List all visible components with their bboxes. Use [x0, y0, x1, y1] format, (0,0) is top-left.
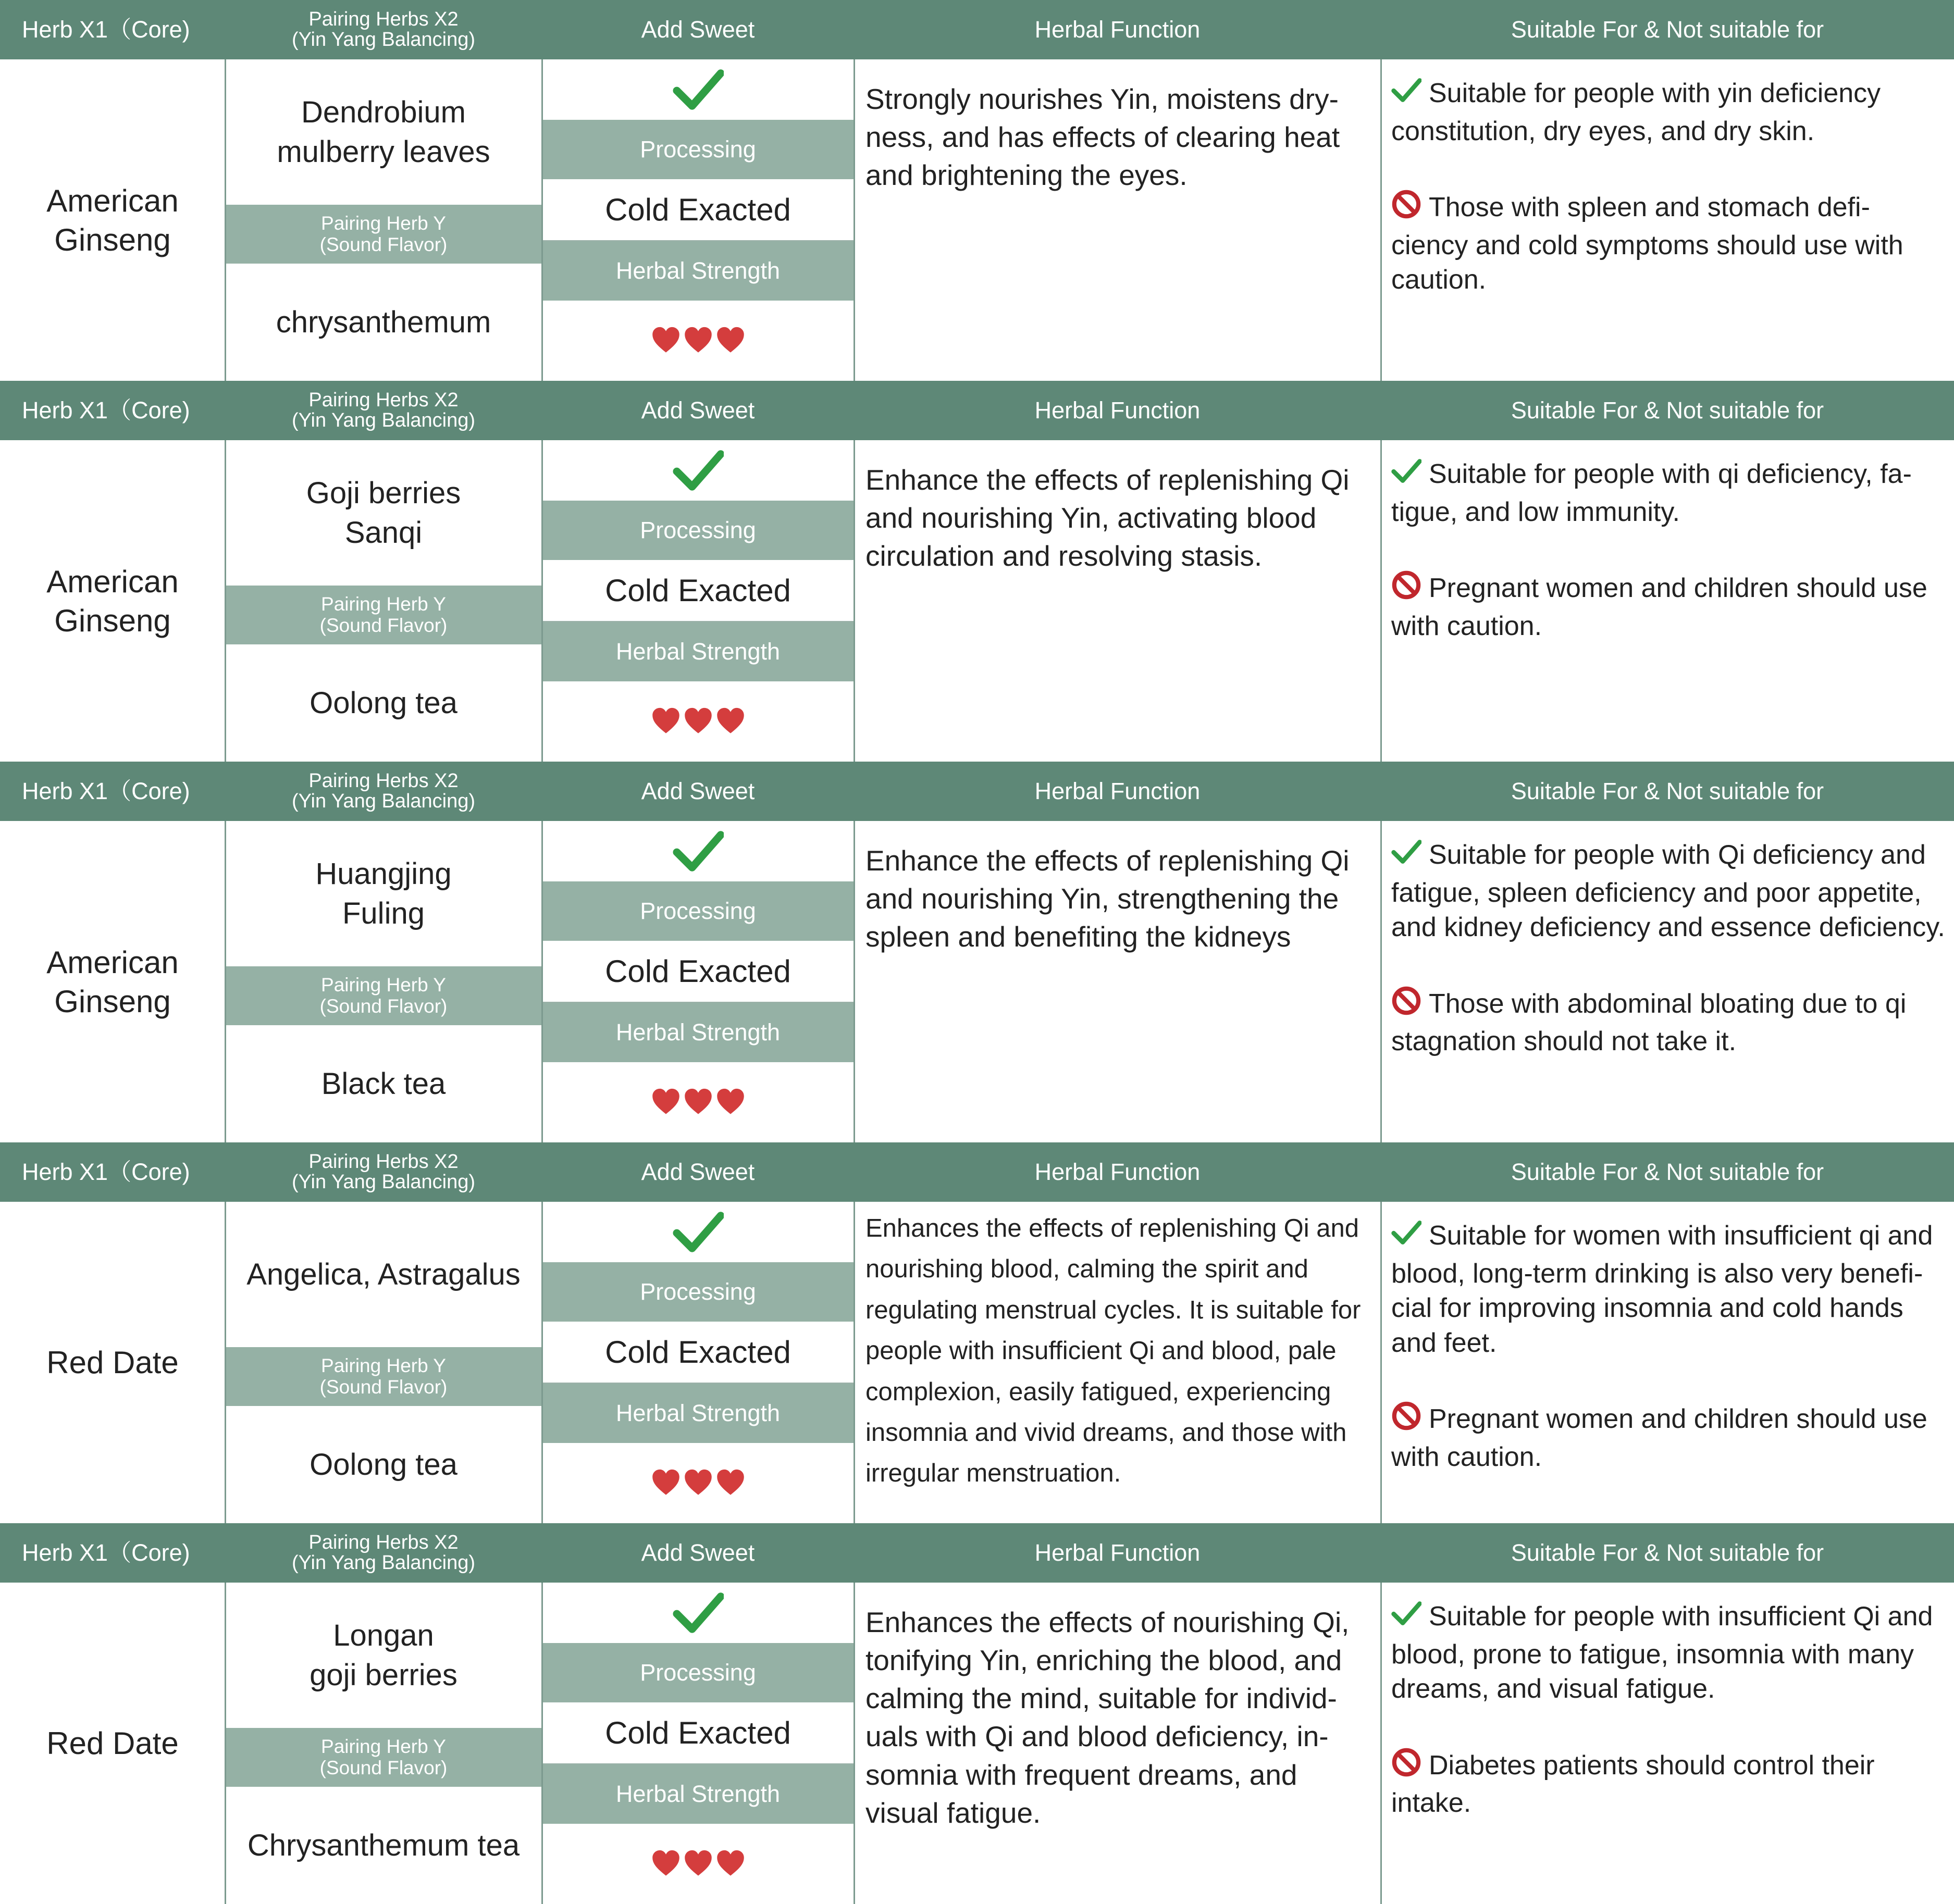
header-pairing-x2: Pairing Herbs X2 (Yin Yang Balancing): [291, 1151, 476, 1193]
processing-method: Cold Exacted: [542, 560, 854, 622]
header-herb-x1: Herb X1（Core): [22, 16, 190, 43]
column-divider: [541, 1583, 543, 1904]
not-suitable-text: Those with spleen and stomach defi-ciency and cold symptoms should use with caution.: [1391, 192, 1903, 295]
suitable-for: [1391, 837, 1947, 945]
not-suitable-text: Those with abdominal bloating due to qi stagnation should not take it.: [1391, 988, 1907, 1057]
column-divider: [854, 821, 855, 1142]
herb-x1-cell: American Ginseng: [46, 183, 179, 257]
pairing-x2-value: Longan goji berries: [310, 1619, 457, 1692]
not-suitable-for: [1391, 986, 1947, 1059]
herbal-strength-label: Herbal Strength: [542, 622, 854, 681]
heart-icon: [651, 1088, 681, 1117]
prohibited-icon: [1391, 1401, 1421, 1440]
header-add-sweet: Add Sweet: [641, 778, 755, 805]
pairing-cell: [225, 1583, 542, 1904]
pairing-y-value: chrysanthemum: [276, 305, 491, 339]
not-suitable-for: [1391, 189, 1947, 297]
column-divider: [225, 1583, 226, 1904]
heart-icon: [684, 707, 713, 737]
not-suitable-for: [1391, 1747, 1947, 1821]
not-suitable-for: [1391, 570, 1947, 643]
suitable-text: Suitable for people with insufficient Qi and blood, prone to fatigue, insomnia with many dreams, and visual fatigue.: [1391, 1601, 1933, 1704]
herbal-strength-label: Herbal Strength: [542, 1384, 854, 1443]
check-icon: [1391, 1217, 1421, 1256]
check-icon: [542, 59, 854, 120]
column-divider: [854, 1583, 855, 1904]
herb-x1-cell: American Ginseng: [46, 564, 179, 638]
pairing-y-value: Oolong tea: [310, 686, 457, 720]
pairing-cell: [225, 1202, 542, 1523]
check-icon: [542, 821, 854, 881]
table-header: [0, 381, 1954, 440]
header-add-sweet: Add Sweet: [641, 16, 755, 43]
prohibited-icon: [1391, 570, 1421, 609]
header-herb-x1: Herb X1（Core): [22, 778, 190, 805]
not-suitable-for: [1391, 1401, 1947, 1474]
header-pairing-x2: Pairing Herbs X2 (Yin Yang Balancing): [291, 8, 476, 51]
suitable-text: Suitable for people with Qi deficiency and fatigue, spleen deficiency and poor appetite, and kidney deficiency and essence deficiency.: [1391, 840, 1945, 943]
column-divider: [1380, 1583, 1382, 1904]
column-divider: [1380, 821, 1382, 1142]
column-divider: [225, 1202, 226, 1523]
column-divider: [854, 1202, 855, 1523]
herbal-strength-rating: [542, 301, 854, 381]
check-icon: [1391, 75, 1421, 114]
suitable-for: [1391, 456, 1947, 529]
row-body: [0, 59, 1954, 381]
header-herb-x1: Herb X1（Core): [22, 1159, 190, 1186]
row-body: [0, 821, 1954, 1142]
row-body: [0, 440, 1954, 762]
herbal-function-text: Enhances the effects of nourishing Qi, tonifying Yin, enriching the blood, and calming the mind, suitable for individ-uals with Qi and blood deficiency, in-somnia with frequent dreams, and visual fatigue.: [865, 1606, 1350, 1829]
check-icon: [542, 440, 854, 501]
herbal-strength-rating: [542, 681, 854, 762]
heart-icon: [651, 707, 681, 737]
suitability-cell: [1381, 59, 1954, 381]
header-suitability: Suitable For & Not suitable for: [1511, 16, 1824, 43]
add-sweet-cell: [542, 821, 854, 1142]
processing-label: Processing: [542, 1262, 854, 1322]
header-add-sweet: Add Sweet: [641, 1539, 755, 1566]
processing-method: Cold Exacted: [542, 179, 854, 241]
header-herbal-function: Herbal Function: [1034, 778, 1201, 805]
not-suitable-text: Pregnant women and children should use with caution.: [1391, 1404, 1927, 1472]
herb-x1-cell: American Ginseng: [46, 944, 179, 1019]
herbal-strength-label: Herbal Strength: [542, 1764, 854, 1824]
column-divider: [225, 59, 226, 381]
pairing-x2-value: Dendrobium mulberry leaves: [277, 95, 490, 169]
row-body: [0, 1202, 1954, 1523]
heart-icon: [651, 1469, 681, 1498]
heart-icon: [716, 1088, 745, 1117]
check-icon: [1391, 1598, 1421, 1637]
heart-icon: [716, 1469, 745, 1498]
herb-row-block: [0, 1142, 1954, 1523]
not-suitable-text: Pregnant women and children should use with caution.: [1391, 573, 1927, 641]
row-body: [0, 1583, 1954, 1904]
header-herbal-function: Herbal Function: [1034, 16, 1201, 43]
add-sweet-cell: [542, 1202, 854, 1523]
column-divider: [854, 59, 855, 381]
suitable-for: [1391, 1217, 1947, 1360]
heart-icon: [684, 1469, 713, 1498]
header-herb-x1: Herb X1（Core): [22, 1539, 190, 1566]
column-divider: [1380, 59, 1382, 381]
column-divider: [541, 440, 543, 762]
header-pairing-x2: Pairing Herbs X2 (Yin Yang Balancing): [291, 770, 476, 812]
suitable-for: [1391, 75, 1947, 148]
suitability-cell: [1381, 440, 1954, 762]
table-header: [0, 1142, 1954, 1202]
herbal-strength-rating: [542, 1824, 854, 1904]
pairing-y-label: Pairing Herb Y (Sound Flavor): [225, 205, 542, 264]
header-herbal-function: Herbal Function: [1034, 1159, 1201, 1186]
header-suitability: Suitable For & Not suitable for: [1511, 778, 1824, 805]
column-divider: [1380, 440, 1382, 762]
header-pairing-x2: Pairing Herbs X2 (Yin Yang Balancing): [291, 389, 476, 431]
suitability-cell: [1381, 1583, 1954, 1904]
processing-label: Processing: [542, 501, 854, 560]
herbal-strength-rating: [542, 1062, 854, 1142]
pairing-y-label: Pairing Herb Y (Sound Flavor): [225, 966, 542, 1025]
column-divider: [541, 1202, 543, 1523]
suitable-text: Suitable for people with qi deficiency, fa-tigue, and low immunity.: [1391, 459, 1912, 527]
check-icon: [542, 1583, 854, 1643]
header-herbal-function: Herbal Function: [1034, 1539, 1201, 1566]
header-suitability: Suitable For & Not suitable for: [1511, 397, 1824, 424]
heart-icon: [716, 326, 745, 356]
herb-row-block: [0, 381, 1954, 762]
column-divider: [541, 59, 543, 381]
column-divider: [854, 440, 855, 762]
pairing-x2-value: Angelica, Astragalus: [246, 1257, 521, 1291]
herbal-function-text: Enhances the effects of replenishing Qi and nourishing blood, calming the spirit and regulating menstrual cycles. It is suitable for people with insufficient Qi and blood, pale complexion, easily fatigued, experiencing insomnia and vivid dreams, and those with irregular menstruation.: [865, 1214, 1361, 1488]
processing-method: Cold Exacted: [542, 1322, 854, 1384]
suitability-cell: [1381, 821, 1954, 1142]
heart-icon: [716, 707, 745, 737]
heart-icon: [651, 326, 681, 356]
column-divider: [541, 821, 543, 1142]
herb-x1-cell: Red Date: [46, 1726, 179, 1761]
heart-icon: [651, 1849, 681, 1879]
heart-icon: [684, 1849, 713, 1879]
header-herbal-function: Herbal Function: [1034, 397, 1201, 424]
processing-label: Processing: [542, 881, 854, 941]
pairing-y-value: Chrysanthemum tea: [247, 1828, 520, 1862]
add-sweet-cell: [542, 440, 854, 762]
pairing-cell: [225, 821, 542, 1142]
herb-row-block: [0, 1523, 1954, 1904]
header-herb-x1: Herb X1（Core): [22, 397, 190, 424]
suitability-cell: [1381, 1202, 1954, 1523]
pairing-x2-value: Goji berries Sanqi: [306, 476, 461, 550]
heart-icon: [716, 1849, 745, 1879]
check-icon: [1391, 837, 1421, 876]
herbal-strength-label: Herbal Strength: [542, 241, 854, 301]
suitable-for: [1391, 1598, 1947, 1707]
column-divider: [225, 440, 226, 762]
suitable-text: Suitable for women with insufficient qi and blood, long-term drinking is also very benefi-cial for improving insomnia and cold hands and feet.: [1391, 1221, 1933, 1358]
processing-method: Cold Exacted: [542, 941, 854, 1003]
header-suitability: Suitable For & Not suitable for: [1511, 1539, 1824, 1566]
pairing-x2-value: Huangjing Fuling: [315, 857, 452, 930]
pairing-cell: [225, 440, 542, 762]
table-header: [0, 0, 1954, 59]
table-header: [0, 1523, 1954, 1583]
herbal-strength-rating: [542, 1443, 854, 1523]
pairing-y-value: Oolong tea: [310, 1448, 457, 1482]
add-sweet-cell: [542, 1583, 854, 1904]
pairing-y-value: Black tea: [321, 1067, 446, 1101]
prohibited-icon: [1391, 1747, 1421, 1786]
prohibited-icon: [1391, 189, 1421, 228]
herb-row-block: [0, 762, 1954, 1142]
pairing-cell: [225, 59, 542, 381]
header-pairing-x2: Pairing Herbs X2 (Yin Yang Balancing): [291, 1532, 476, 1574]
pairing-y-label: Pairing Herb Y (Sound Flavor): [225, 586, 542, 644]
check-icon: [1391, 456, 1421, 495]
not-suitable-text: Diabetes patients should control their intake.: [1391, 1750, 1875, 1819]
heart-icon: [684, 1088, 713, 1117]
pairing-y-label: Pairing Herb Y (Sound Flavor): [225, 1347, 542, 1406]
table-header: [0, 762, 1954, 821]
column-divider: [1380, 1202, 1382, 1523]
herbal-function-text: Strongly nourishes Yin, moistens dry-ness, and has effects of clearing heat and brightening the eyes.: [865, 83, 1340, 192]
herb-x1-cell: Red Date: [46, 1345, 179, 1380]
herbal-strength-label: Herbal Strength: [542, 1003, 854, 1062]
herbal-function-text: Enhance the effects of replenishing Qi and nourishing Yin, activating blood circulation and resolving stasis.: [865, 464, 1350, 573]
add-sweet-cell: [542, 59, 854, 381]
processing-label: Processing: [542, 1643, 854, 1702]
herbal-function-text: Enhance the effects of replenishing Qi and nourishing Yin, strengthening the spleen and benefiting the kidneys: [865, 844, 1350, 953]
heart-icon: [684, 326, 713, 356]
processing-method: Cold Exacted: [542, 1702, 854, 1764]
column-divider: [225, 821, 226, 1142]
pairing-y-label: Pairing Herb Y (Sound Flavor): [225, 1728, 542, 1787]
check-icon: [542, 1202, 854, 1262]
header-add-sweet: Add Sweet: [641, 1159, 755, 1186]
header-add-sweet: Add Sweet: [641, 397, 755, 424]
prohibited-icon: [1391, 986, 1421, 1025]
herb-row-block: [0, 0, 1954, 381]
suitable-text: Suitable for people with yin deficiency constitution, dry eyes, and dry skin.: [1391, 78, 1881, 146]
header-suitability: Suitable For & Not suitable for: [1511, 1159, 1824, 1186]
processing-label: Processing: [542, 120, 854, 179]
